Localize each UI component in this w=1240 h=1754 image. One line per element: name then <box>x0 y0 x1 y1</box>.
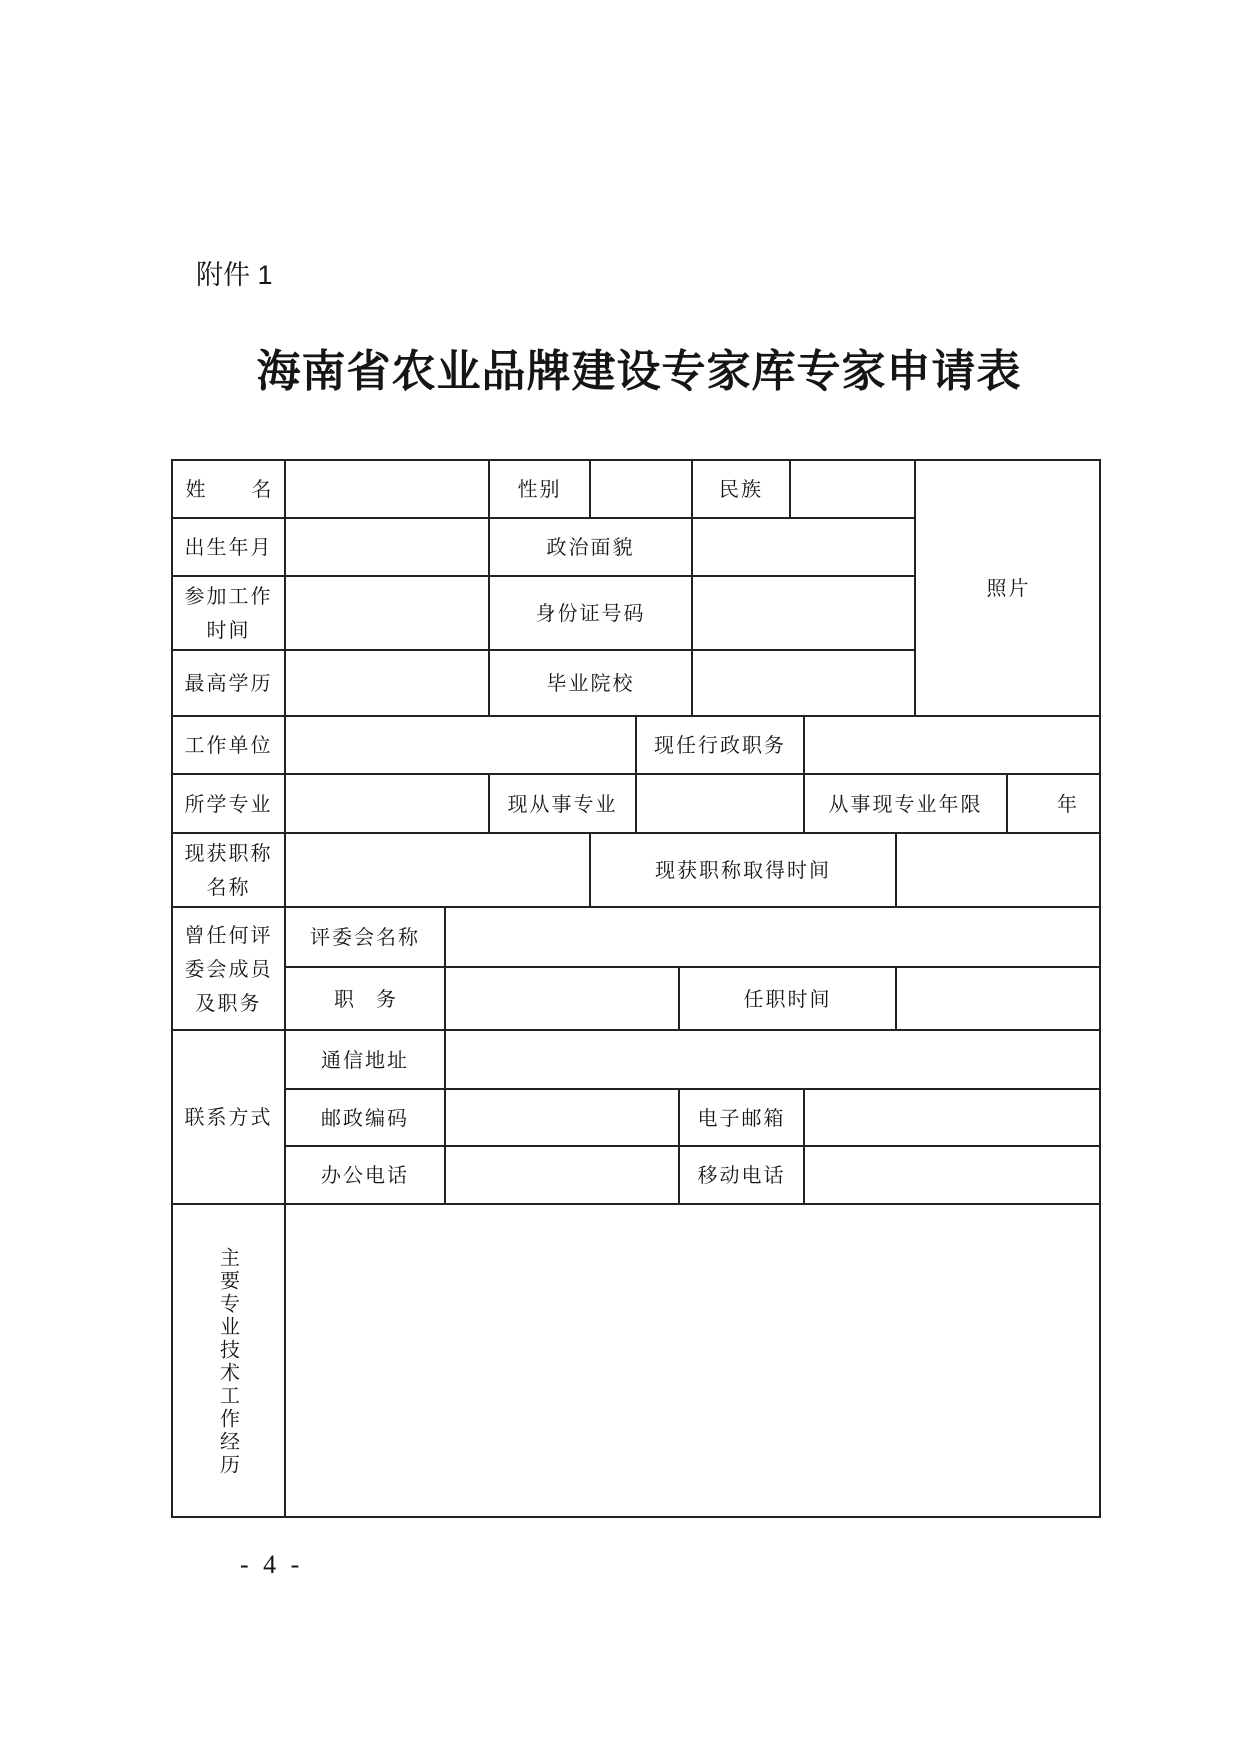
major-label: 所学专业 <box>171 773 284 832</box>
admin-post-value-cell <box>803 715 1101 773</box>
committee-date-value-cell <box>895 966 1101 1029</box>
postcode-label: 邮政编码 <box>284 1088 444 1145</box>
contact-group-label: 联系方式 <box>171 1029 284 1203</box>
email-label: 电子邮箱 <box>678 1088 803 1145</box>
current-field-value-cell <box>635 773 803 832</box>
postcode-value-cell <box>444 1088 678 1145</box>
school-value-cell <box>691 649 914 715</box>
ethnicity-label: 民族 <box>691 459 789 517</box>
birth-value-cell <box>284 517 488 575</box>
photo-box: 照片 <box>914 459 1101 715</box>
email-value-cell <box>803 1088 1101 1145</box>
field-years-label: 从事现专业年限 <box>803 773 1006 832</box>
employer-label: 工作单位 <box>171 715 284 773</box>
experience-label-text: 主要专业技术工作经历 <box>216 1246 241 1477</box>
political-status-value-cell <box>691 517 914 575</box>
committee-post-label-text: 职务 <box>334 986 418 1011</box>
gender-value-cell <box>589 459 691 517</box>
mobile-label: 移动电话 <box>678 1145 803 1203</box>
committee-name-value-cell <box>444 906 1101 966</box>
form-title: 海南省农业品牌建设专家库专家申请表 <box>256 346 1022 397</box>
address-value-cell <box>444 1029 1101 1088</box>
political-status-label: 政治面貌 <box>488 517 691 575</box>
attachment-label: 附件 1 <box>196 260 273 290</box>
name-label <box>171 459 318 517</box>
school-label: 毕业院校 <box>488 649 691 715</box>
ethnicity-value-cell <box>789 459 914 517</box>
title-name-value-cell <box>284 832 589 906</box>
work-start-label: 参加工作 时间 <box>171 575 284 649</box>
committee-group-label: 曾任何评 委会成员 及职务 <box>171 906 284 1029</box>
committee-post-value-cell <box>444 966 678 1029</box>
committee-name-label: 评委会名称 <box>284 906 444 966</box>
education-value-cell <box>284 649 488 715</box>
education-label: 最高学历 <box>171 649 284 715</box>
office-phone-label: 办公电话 <box>284 1145 444 1203</box>
birth-label: 出生年月 <box>171 517 284 575</box>
office-phone-value-cell <box>444 1145 678 1203</box>
application-form-table <box>171 459 1101 1518</box>
title-name-label: 现获职称 名称 <box>171 832 284 906</box>
page-number: - 4 - <box>240 1550 304 1579</box>
title-date-label: 现获职称取得时间 <box>589 832 895 906</box>
committee-date-label: 任职时间 <box>678 966 895 1029</box>
experience-label <box>171 1203 284 1518</box>
address-label: 通信地址 <box>284 1029 444 1088</box>
admin-post-label: 现任行政职务 <box>635 715 803 773</box>
mobile-value-cell <box>803 1145 1101 1203</box>
experience-value-cell <box>284 1203 1101 1518</box>
gender-label: 性别 <box>488 459 589 517</box>
name-value-cell <box>284 459 488 517</box>
name-label-text: 姓名 <box>185 477 318 501</box>
employer-value-cell <box>284 715 635 773</box>
title-date-value-cell <box>895 832 1101 906</box>
current-field-label: 现从事专业 <box>488 773 635 832</box>
field-years-unit: 年 <box>1006 773 1101 832</box>
major-value-cell <box>284 773 488 832</box>
id-number-label: 身份证号码 <box>488 575 691 649</box>
id-number-value-cell <box>691 575 914 649</box>
work-start-value-cell <box>284 575 488 649</box>
committee-post-label <box>284 966 444 1029</box>
